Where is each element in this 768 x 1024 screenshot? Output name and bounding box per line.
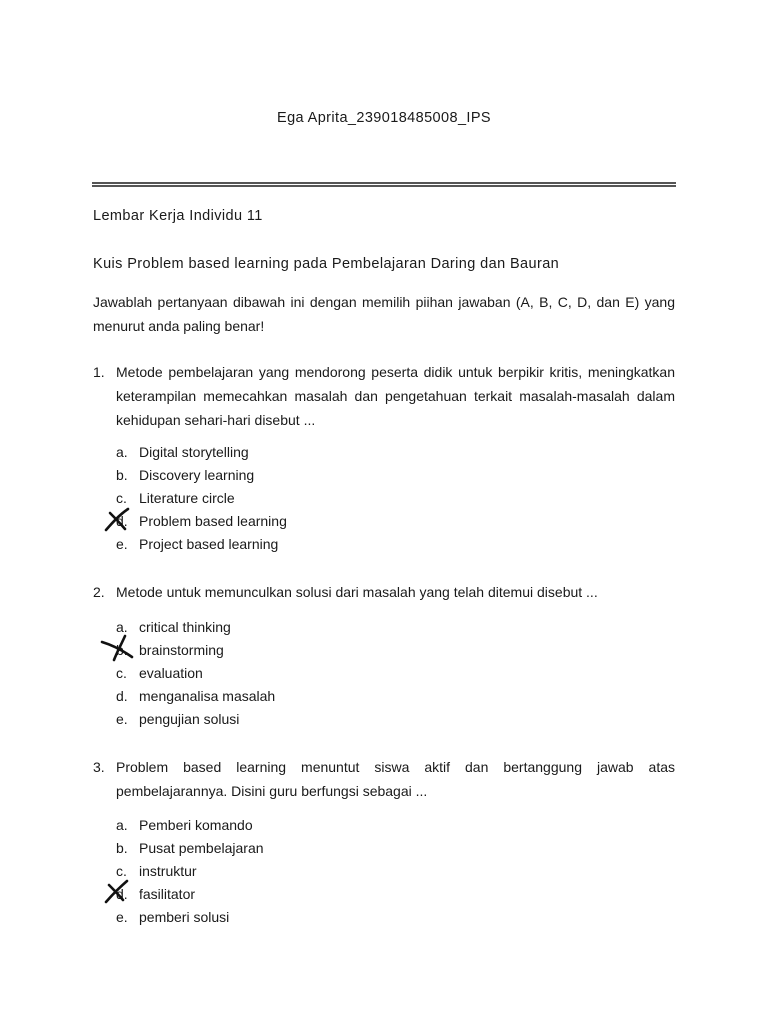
option-letter: a. xyxy=(116,817,128,833)
header-divider xyxy=(92,182,676,187)
option-text: critical thinking xyxy=(139,619,231,635)
option-letter: e. xyxy=(116,536,128,552)
question-3 xyxy=(93,755,675,925)
option-letter: d. xyxy=(116,513,128,529)
option-text: evaluation xyxy=(139,665,203,681)
option-text: brainstorming xyxy=(139,642,224,658)
option-letter: c. xyxy=(116,863,127,879)
question-number: 3. xyxy=(93,759,105,775)
option-text: pengujian solusi xyxy=(139,711,240,727)
option-text: pemberi solusi xyxy=(139,909,230,925)
cross-mark-icon xyxy=(98,636,132,662)
option-letter: e. xyxy=(116,711,128,727)
question-line: kehidupan sehari-hari disebut ... xyxy=(116,412,316,428)
question-2 xyxy=(93,580,675,727)
question-line: pembelajarannya. Disini guru berfungsi sebagai ... xyxy=(116,783,428,799)
option-text: Discovery learning xyxy=(139,467,255,483)
question-number: 2. xyxy=(93,584,105,600)
instruction-line-1: Jawablah pertanyaan dibawah ini dengan memilih piihan jawaban (A, B, C, D, dan E) yang xyxy=(93,294,675,310)
option-letter: b. xyxy=(116,467,128,483)
option-letter: c. xyxy=(116,490,127,506)
option-text: Digital storytelling xyxy=(139,444,249,460)
cross-mark-icon xyxy=(104,880,130,906)
option-letter: c. xyxy=(116,665,127,681)
option-text: Literature circle xyxy=(139,490,235,506)
option-letter: b. xyxy=(116,840,128,856)
question-number: 1. xyxy=(93,364,105,380)
quiz-title: Kuis Problem based learning pada Pembelajaran Daring dan Bauran xyxy=(93,256,560,272)
question-line: Metode untuk memunculkan solusi dari masalah yang telah ditemui disebut ... xyxy=(116,584,598,600)
option-text: Pusat pembelajaran xyxy=(139,840,264,856)
question-line: Problem based learning menuntut siswa aktif dan bertanggung jawab atas xyxy=(116,759,675,775)
student-name-header: Ega Aprita_239018485008_IPS xyxy=(277,110,491,126)
option-text: fasilitator xyxy=(139,886,196,902)
option-letter: b. xyxy=(116,642,128,658)
worksheet-title: Lembar Kerja Individu 11 xyxy=(93,208,263,224)
instruction-text xyxy=(93,290,675,338)
option-letter: a. xyxy=(116,619,128,635)
question-1 xyxy=(93,360,675,552)
question-line: Metode pembelajaran yang mendorong peserta didik untuk berpikir kritis, meningkatkan xyxy=(116,364,675,380)
cross-mark-icon xyxy=(104,507,130,533)
question-line: keterampilan memecahkan masalah dan pengetahuan terkait masalah-masalah dalam xyxy=(116,388,675,404)
option-letter: e. xyxy=(116,909,128,925)
option-text: menganalisa masalah xyxy=(139,688,276,704)
option-text: Pemberi komando xyxy=(139,817,253,833)
option-text: Problem based learning xyxy=(139,513,287,529)
option-letter: d. xyxy=(116,886,128,902)
option-text: instruktur xyxy=(139,863,197,879)
option-letter: a. xyxy=(116,444,128,460)
option-text: Project based learning xyxy=(139,536,279,552)
option-letter: d. xyxy=(116,688,128,704)
instruction-line-2: menurut anda paling benar! xyxy=(93,318,265,334)
